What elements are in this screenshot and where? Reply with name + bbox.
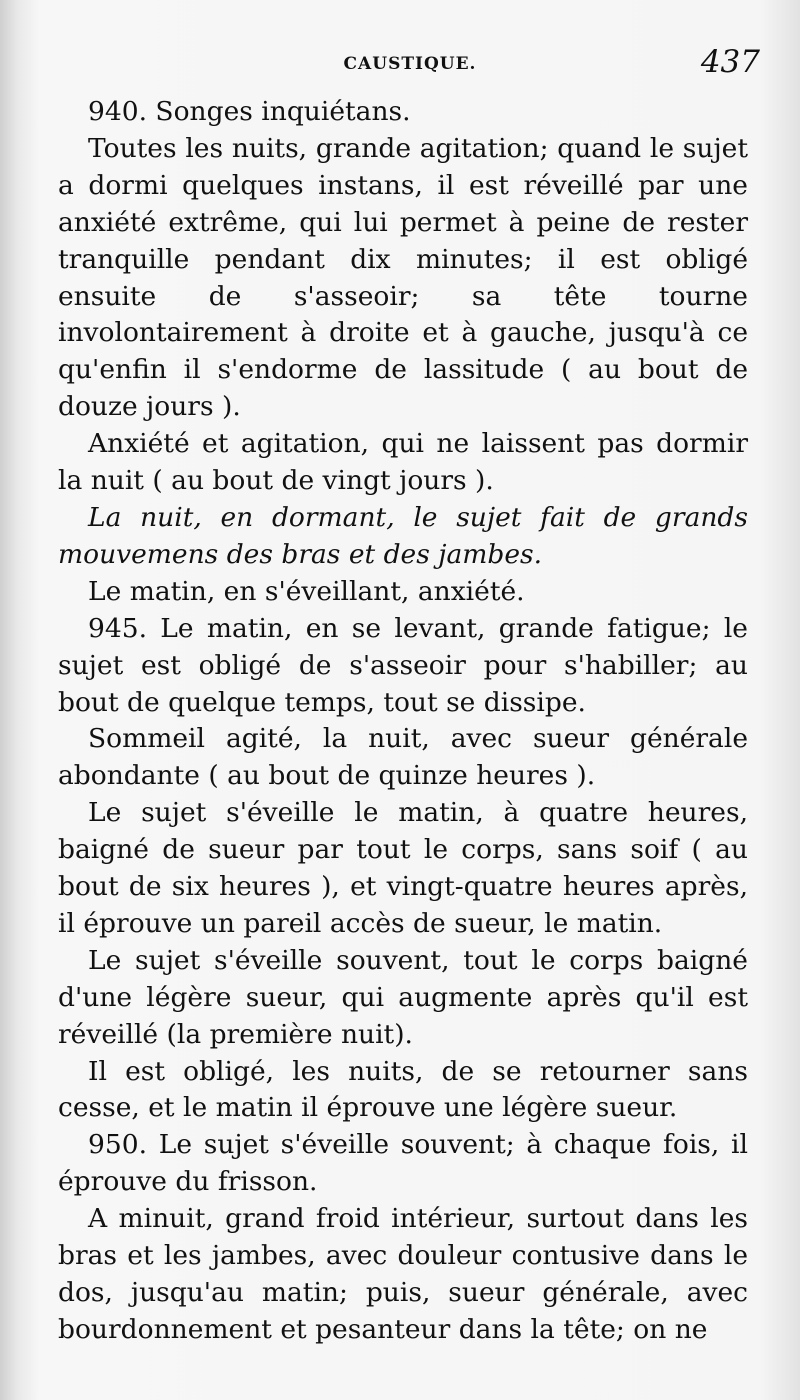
paragraph: Le sujet s'éveille le matin, à quatre heures, baigné de sueur par tout le corps, sans soif ( au bout de six heures ), et vingt-quatre heures après, il éprouve un pareil accès de sueur, le matin. (58, 797, 748, 939)
paragraph: A minuit, grand froid intérieur, surtout dans les bras et les jambes, avec douleur contusive dans le dos, jusqu'au matin; puis, sueur générale, avec bourdonnement et pesanteur dans la tête; on ne (58, 1203, 748, 1345)
paragraph: Il est obligé, les nuits, de se retourner sans cesse, et le matin il éprouve une légère sueur. (58, 1055, 748, 1124)
page-number: 437 (700, 44, 760, 80)
italic-paragraph: La nuit, en dormant, le sujet fait de grands mouvemens des bras et des jambes. (58, 501, 748, 570)
entry-940: 940. Songes inquiétans. (88, 96, 411, 127)
paragraph: Toutes les nuits, grande agitation; quand le sujet a dormi quelques instans, il est réveillé par une anxiété extrême, qui lui permet à peine de rester tranquille pendant dix minutes; il est obligé ensuite de s'asseoir; sa tête tourne involontairement à droite et à gauche, jusqu'à ce qu'enfin il s'endorme de lassitude ( au bout de douze jours ). (58, 132, 748, 423)
entry-945: 945. Le matin, en se levant, grande fatigue; le sujet est obligé de s'asseoir pour s'habiller; au bout de quelque temps, tout se dissipe. (58, 612, 748, 718)
paragraph: Sommeil agité, la nuit, avec sueur générale abondante ( au bout de quinze heures ). (58, 723, 748, 792)
paragraph: Le sujet s'éveille souvent, tout le corps baigné d'une légère sueur, qui augmente après qu'il est réveillé (la première nuit). (58, 944, 748, 1050)
entry-950: 950. Le sujet s'éveille souvent; à chaque fois, il éprouve du frisson. (58, 1129, 748, 1198)
body-text (58, 94, 748, 1349)
page-header (60, 44, 760, 82)
running-title: CAUSTIQUE. (343, 54, 477, 74)
paragraph: Anxiété et agitation, qui ne laissent pas dormir la nuit ( au bout de vingt jours ). (58, 428, 748, 497)
paragraph: Le matin, en s'éveillant, anxiété. (88, 575, 525, 607)
